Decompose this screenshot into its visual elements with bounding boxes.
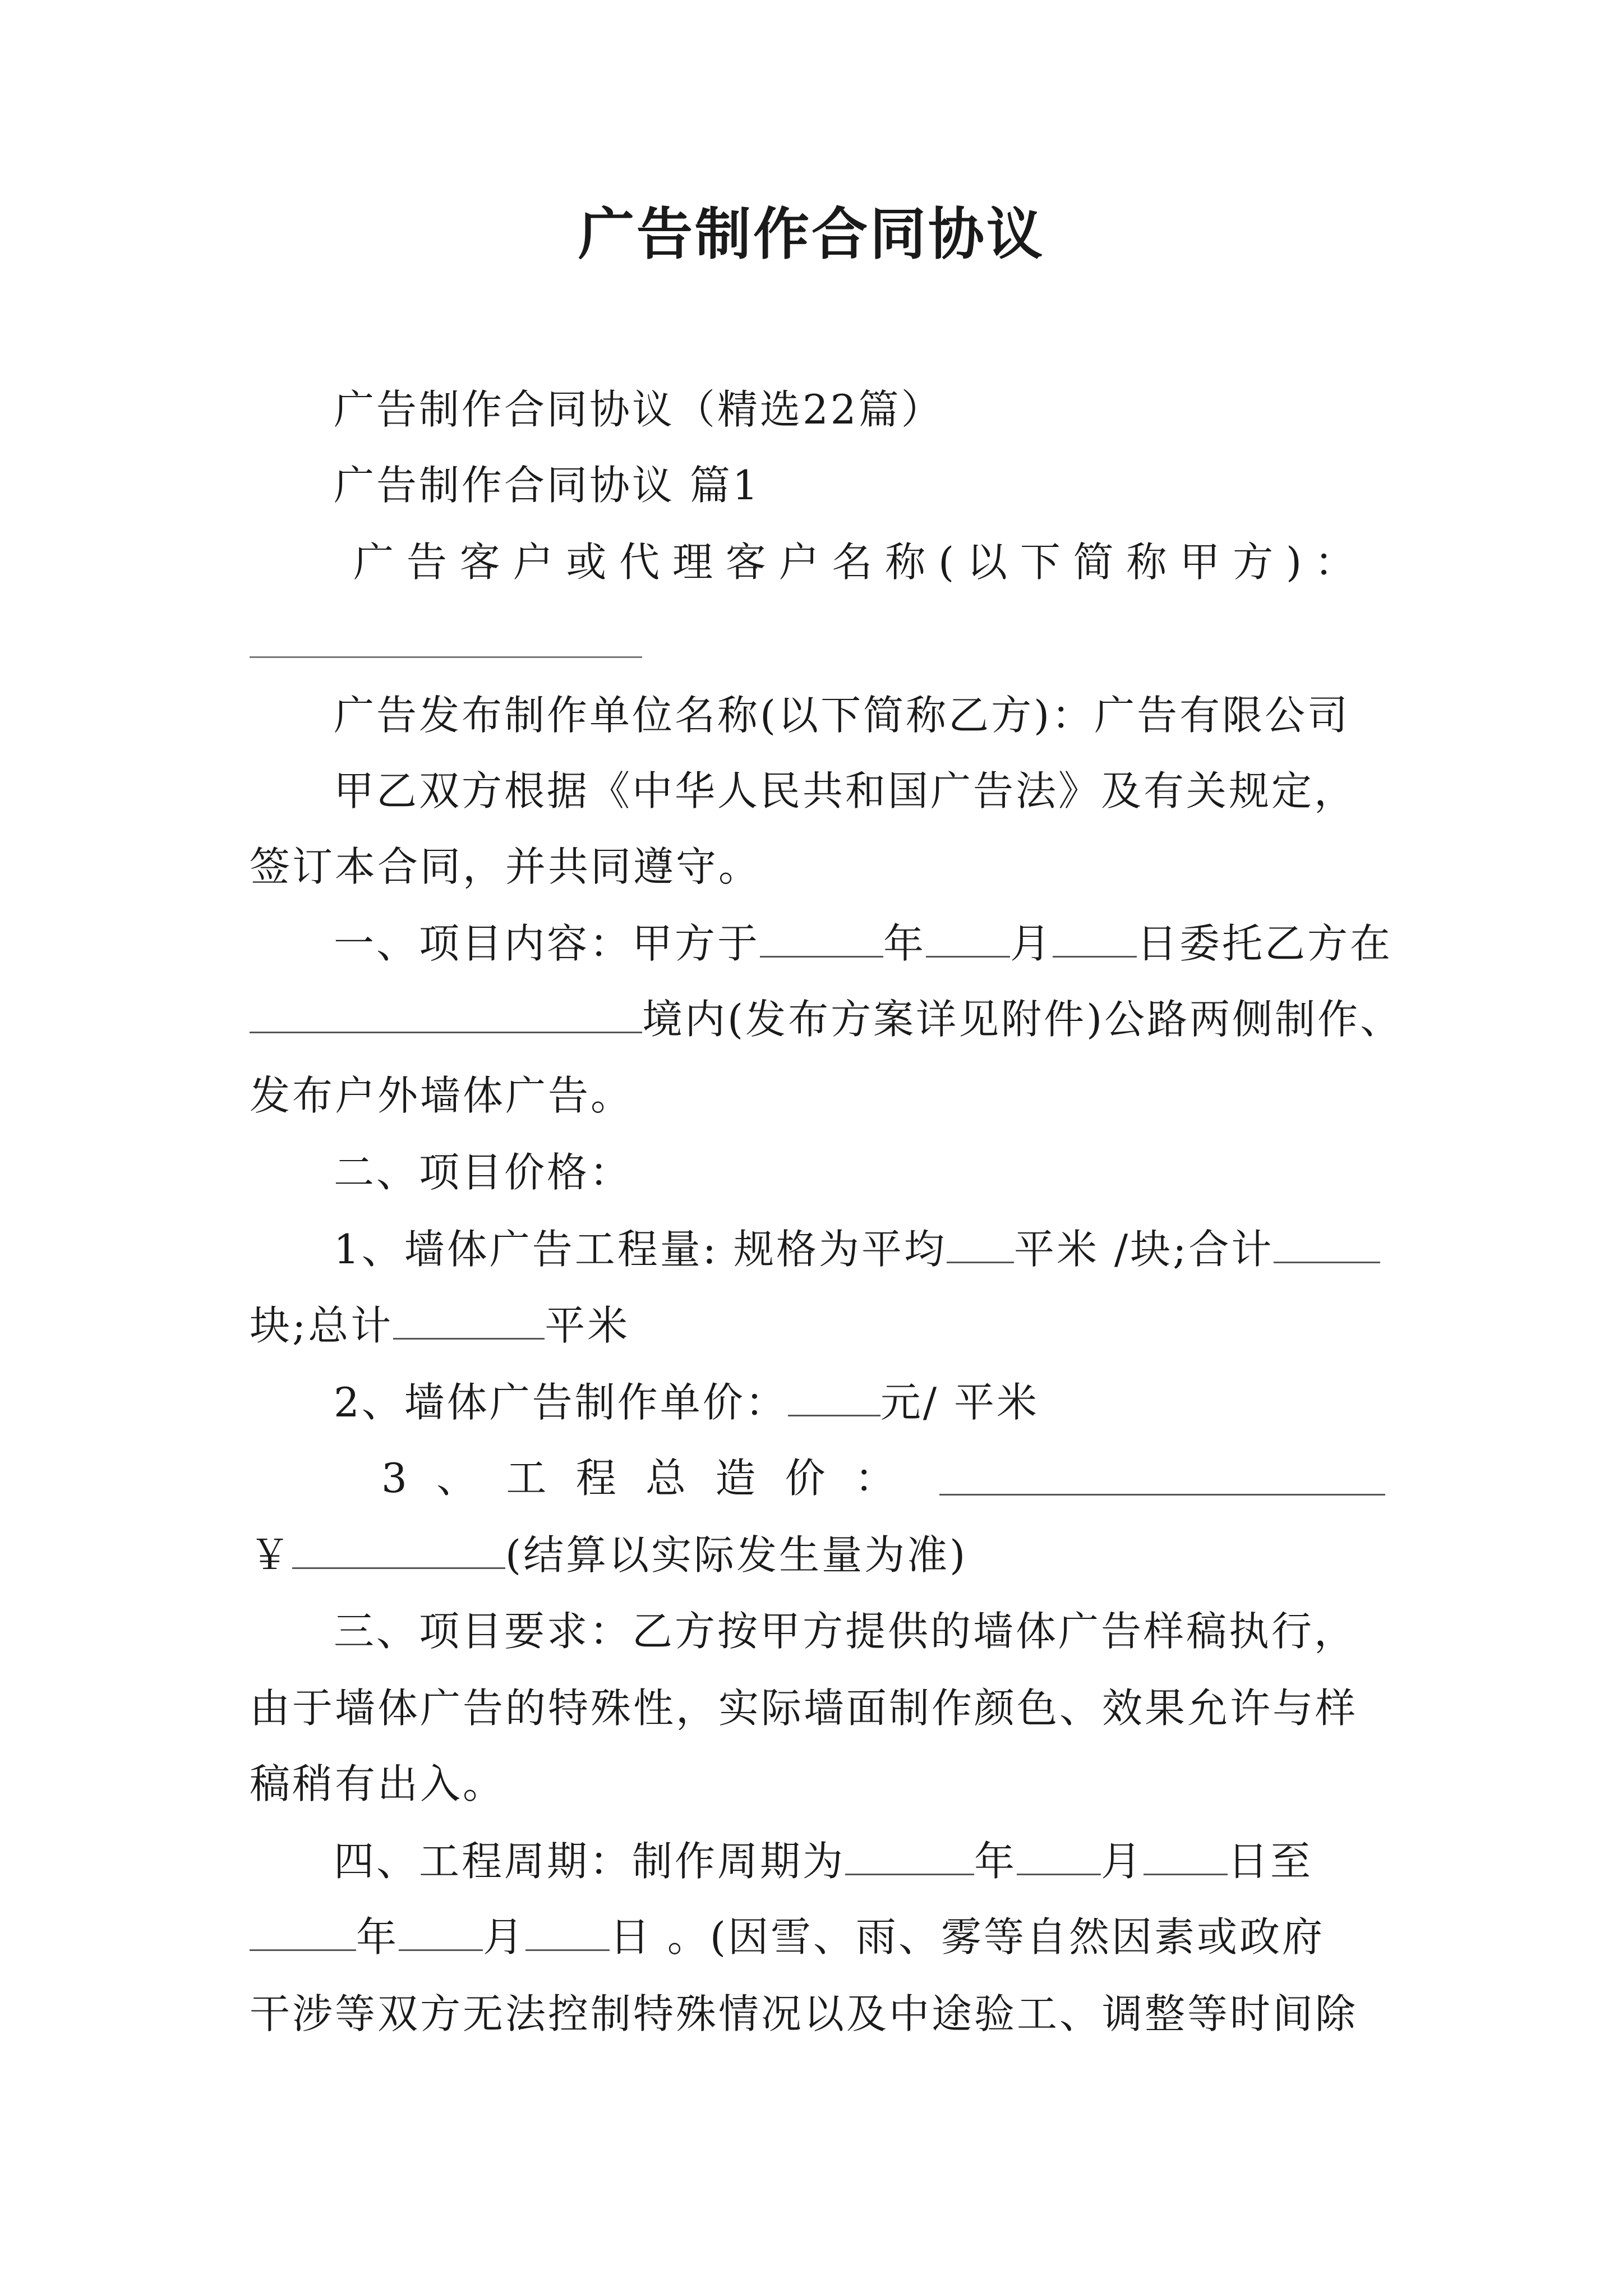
client-name-label: [353, 534, 1357, 590]
spaced-char: 或: [566, 539, 609, 586]
text: 年: [883, 920, 926, 967]
text: 平米: [545, 1302, 630, 1349]
spaced-char: 户: [778, 539, 822, 586]
text: 日 。(因雪、雨、雾等自然因素或政府: [610, 1913, 1325, 1961]
text: 1、墙体广告工程量: 规格为平均: [334, 1226, 947, 1273]
period-line: [250, 1986, 1382, 2042]
month-blank: [926, 920, 1010, 958]
text: 稿稍有出入。: [250, 1760, 506, 1807]
spaced-char: 代: [619, 539, 662, 586]
spaced-char: 称: [885, 539, 928, 586]
month-blank: [1017, 1838, 1101, 1875]
spaced-char: ): [1285, 539, 1304, 586]
text: 四、工程周期：制作周期为: [334, 1838, 846, 1885]
paragraph-line: [250, 1756, 1382, 1812]
year-blank: [845, 1838, 974, 1875]
spaced-char: 简: [1073, 539, 1116, 586]
total-cost-line: [250, 1527, 1382, 1583]
text: 块;总计: [250, 1302, 394, 1349]
document-title: 广告制作合同协议: [578, 201, 1045, 267]
spaced-char: 名: [832, 539, 875, 586]
total-cost-blank: [939, 1458, 1385, 1496]
text: 广告制作合同协议 篇1: [334, 462, 760, 509]
paragraph-line: [250, 1680, 1382, 1736]
period-line: [250, 1833, 1467, 1889]
spaced-char: 告: [406, 539, 449, 586]
spaced-char: 以: [967, 539, 1010, 586]
unit-price-line: [250, 1374, 1467, 1430]
day-blank: [525, 1913, 610, 1951]
text: 签订本合同，并共同遵守。: [250, 843, 762, 890]
paragraph-line: [250, 763, 1467, 819]
text: 一、项目内容：甲方于: [334, 920, 760, 967]
text: 元/ 平米: [880, 1379, 1039, 1426]
day-blank: [1053, 920, 1137, 958]
count-blank: [1274, 1226, 1380, 1263]
text: 年: [356, 1913, 399, 1961]
spaced-char: 户: [513, 539, 556, 586]
total-cost-label: [381, 1450, 897, 1506]
agency-name-line: [250, 687, 1467, 743]
text: 干涉等双方无法控制特殊情况以及中途验工、调整等时间除: [250, 1990, 1358, 2037]
spaced-char: 下: [1020, 539, 1063, 586]
spaced-char: 方: [1233, 539, 1276, 586]
project-content-line: [250, 1068, 1382, 1124]
year-blank: [760, 920, 883, 958]
text: 发布户外墙体广告。: [250, 1072, 634, 1119]
spaced-char: 总: [645, 1455, 689, 1502]
text: 月: [483, 1913, 526, 1961]
paragraph-heading: [250, 381, 1467, 438]
text: 年: [974, 1838, 1017, 1885]
year-blank: [250, 1913, 356, 1951]
text: 广告发布制作单位名称(以下简称乙方)：广告有限公司: [334, 692, 1350, 739]
quantity-line: [250, 1221, 1467, 1277]
total-area-blank: [393, 1302, 545, 1340]
text: 月: [1010, 920, 1053, 967]
quantity-line: [250, 1297, 1382, 1354]
spaced-char: 甲: [1179, 539, 1223, 586]
spaced-char: (: [938, 539, 957, 586]
month-blank: [399, 1913, 483, 1951]
spaced-char: 客: [725, 539, 768, 586]
text: 平米 /块;合计: [1013, 1226, 1274, 1273]
text: 由于墙体广告的特殊性，实际墙面制作颜色、效果允许与样: [250, 1685, 1358, 1732]
paragraph-line: [250, 839, 1382, 895]
text: 日至: [1228, 1838, 1313, 1885]
text: 日委托乙方在: [1137, 920, 1393, 967]
spaced-char: 3: [381, 1455, 409, 1502]
text: 月: [1101, 1838, 1144, 1885]
spaced-char: 价: [785, 1455, 828, 1502]
text: (结算以实际发生量为准): [505, 1531, 968, 1579]
text: 2、墙体广告制作单价：: [334, 1379, 788, 1426]
spaced-char: 理: [672, 539, 715, 586]
text: 境内(发布方案详见附件)公路两侧制作、: [642, 996, 1403, 1043]
region-blank: [250, 996, 642, 1033]
spaced-char: 称: [1126, 539, 1169, 586]
spaced-char: 工: [506, 1455, 549, 1502]
spaced-char: 、: [436, 1455, 479, 1502]
section-heading: [250, 1144, 1467, 1200]
spaced-char: 广: [353, 539, 396, 586]
period-line: [250, 1909, 1382, 1965]
project-content-line: [250, 915, 1467, 972]
text: ￥: [250, 1531, 293, 1579]
area-blank: [947, 1226, 1014, 1263]
paragraph-subheading: [250, 457, 1467, 513]
project-content-line: [250, 991, 1403, 1047]
text: 广告制作合同协议（精选22篇）: [334, 386, 944, 433]
paragraph-line: [250, 1603, 1467, 1659]
amount-blank: [292, 1531, 505, 1569]
spaced-char: 造: [715, 1455, 758, 1502]
text: 甲乙双方根据《中华人民共和国广告法》及有关规定，: [334, 767, 1357, 815]
text: 二、项目价格：: [334, 1149, 633, 1196]
spaced-char: ：: [1314, 539, 1357, 586]
unit-price-blank: [788, 1379, 880, 1416]
day-blank: [1144, 1838, 1228, 1875]
text: 三、项目要求：乙方按甲方提供的墙体广告样稿执行，: [334, 1608, 1357, 1655]
spaced-char: ：: [854, 1455, 897, 1502]
spaced-char: 程: [575, 1455, 619, 1502]
spaced-char: 客: [459, 539, 502, 586]
client-name-blank: [250, 656, 642, 658]
